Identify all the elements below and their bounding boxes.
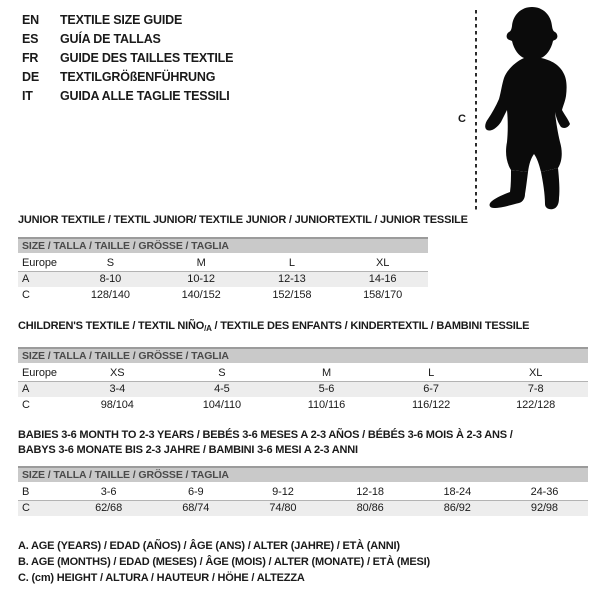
table-cell: 92/98 <box>530 502 558 515</box>
table-cell: 8-10 <box>99 273 122 286</box>
table-cell: L <box>288 256 295 269</box>
table-cell: 104/110 <box>202 398 242 411</box>
table-cell: XL <box>529 366 543 379</box>
table-cell: 24-36 <box>530 485 559 498</box>
table-cell: 122/128 <box>516 398 556 411</box>
language-row <box>22 67 233 86</box>
table-cell: 116/122 <box>411 398 451 411</box>
table-cell: 7-8 <box>527 383 544 396</box>
language-code: ES <box>22 31 39 46</box>
children-table-body <box>18 365 588 413</box>
table-cell: 18-24 <box>443 485 472 498</box>
table-cell: S <box>218 366 226 379</box>
table-row <box>18 484 588 501</box>
table-cell: 4-5 <box>214 383 230 396</box>
language-row <box>22 10 233 29</box>
babies-table <box>18 466 588 516</box>
children-title-pre: CHILDREN'S TEXTILE / TEXTIL NIÑO <box>18 320 205 332</box>
language-title: GUIDE DES TAILLES TEXTILE <box>60 50 234 65</box>
row-label: C <box>22 502 30 515</box>
junior-table <box>18 237 428 303</box>
table-row <box>18 272 428 288</box>
row-label: B <box>22 485 30 498</box>
table-cell: 68/74 <box>182 502 210 515</box>
table-cell: 98/104 <box>100 398 134 411</box>
babies-title-line1: BABIES 3-6 MONTH TO 2-3 YEARS / BEBÉS 3-6 MESES A 2-3 AÑOS / BÉBÉS 3-6 MOIS À 2-3 ANS / <box>18 429 513 441</box>
height-label: C <box>458 113 466 125</box>
table-cell: 9-12 <box>272 485 294 498</box>
children-table <box>18 347 588 413</box>
language-row <box>22 48 233 67</box>
table-cell: 10-12 <box>187 273 215 286</box>
size-header-bar: SIZE / TALLA / TAILLE / GRÖSSE / TAGLIA <box>18 237 428 253</box>
language-legend <box>22 10 233 105</box>
table-cell: 80/86 <box>356 502 384 515</box>
baby-silhouette-icon <box>450 2 600 214</box>
junior-table-body <box>18 255 428 303</box>
row-label: A <box>22 383 30 396</box>
table-cell: XL <box>375 256 390 269</box>
size-header-bar: SIZE / TALLA / TAILLE / GRÖSSE / TAGLIA <box>18 347 588 363</box>
table-cell: 86/92 <box>443 502 471 515</box>
table-cell: 74/80 <box>269 502 297 515</box>
row-label: Europe <box>22 256 57 269</box>
language-title: GUÍA DE TALLAS <box>60 31 161 46</box>
footnote-a: A. AGE (YEARS) / EDAD (AÑOS) / ÂGE (ANS) / ALTER (JAHRE) / ETÀ (ANNI) <box>18 540 400 552</box>
table-cell: 14-16 <box>368 273 397 286</box>
language-row <box>22 86 233 105</box>
language-title: TEXTILE SIZE GUIDE <box>60 12 183 27</box>
children-title-post: / TEXTILE DES ENFANTS / KINDERTEXTIL / BAMBINI TESSILE <box>211 320 530 332</box>
row-label: Europe <box>22 366 57 379</box>
row-label: C <box>22 288 30 301</box>
junior-section-title: JUNIOR TEXTILE / TEXTIL JUNIOR/ TEXTILE JUNIOR / JUNIORTEXTIL / JUNIOR TESSILE <box>18 214 468 226</box>
footnote-c: C. (cm) HEIGHT / ALTURA / HAUTEUR / HÖHE / ALTEZZA <box>18 572 305 584</box>
table-cell: 12-13 <box>278 273 306 286</box>
footnotes <box>18 538 430 586</box>
table-cell: XS <box>110 366 125 379</box>
table-cell: 5-6 <box>318 383 335 396</box>
language-code: IT <box>22 88 33 103</box>
language-title: GUIDA ALLE TAGLIE TESSILI <box>60 88 230 103</box>
footnote-b: B. AGE (MONTHS) / EDAD (MESES) / ÂGE (MOIS) / ALTER (MONATE) / ETÀ (MESI) <box>18 556 430 568</box>
language-row <box>22 29 233 48</box>
children-section-title <box>18 320 529 333</box>
table-cell: 3-4 <box>109 383 126 396</box>
table-row <box>18 501 588 517</box>
table-cell: 3-6 <box>100 485 117 498</box>
language-title: TEXTILGRÖßENFÜHRUNG <box>60 69 216 84</box>
table-cell: 6-7 <box>423 383 439 396</box>
children-title-sub: /A <box>204 324 212 333</box>
table-cell: 140/152 <box>181 288 221 301</box>
size-header-bar: SIZE / TALLA / TAILLE / GRÖSSE / TAGLIA <box>18 466 588 482</box>
table-cell: 6-9 <box>187 485 204 498</box>
table-cell: 128/140 <box>90 288 130 301</box>
table-row <box>18 255 428 272</box>
babies-table-body <box>18 484 588 516</box>
row-label: A <box>22 273 30 286</box>
table-cell: L <box>428 366 435 379</box>
table-row <box>18 397 588 413</box>
table-row <box>18 382 588 398</box>
babies-section-title <box>18 428 513 458</box>
height-figure <box>450 2 600 214</box>
table-cell: 110/116 <box>307 398 346 411</box>
language-code: FR <box>22 50 39 65</box>
babies-title-line2: BABYS 3-6 MONATE BIS 2-3 JAHRE / BAMBINI 3-6 MESI A 2-3 ANNI <box>18 444 358 456</box>
language-code: EN <box>22 12 39 27</box>
table-cell: 158/170 <box>363 288 403 301</box>
table-cell: S <box>106 256 114 269</box>
table-row <box>18 365 588 382</box>
table-cell: 62/68 <box>95 502 123 515</box>
table-cell: 152/158 <box>272 288 312 301</box>
table-cell: 12-18 <box>356 485 384 498</box>
table-cell: M <box>321 366 332 379</box>
row-label: C <box>22 398 30 411</box>
table-cell: M <box>196 256 206 269</box>
table-row <box>18 287 428 303</box>
language-code: DE <box>22 69 39 84</box>
